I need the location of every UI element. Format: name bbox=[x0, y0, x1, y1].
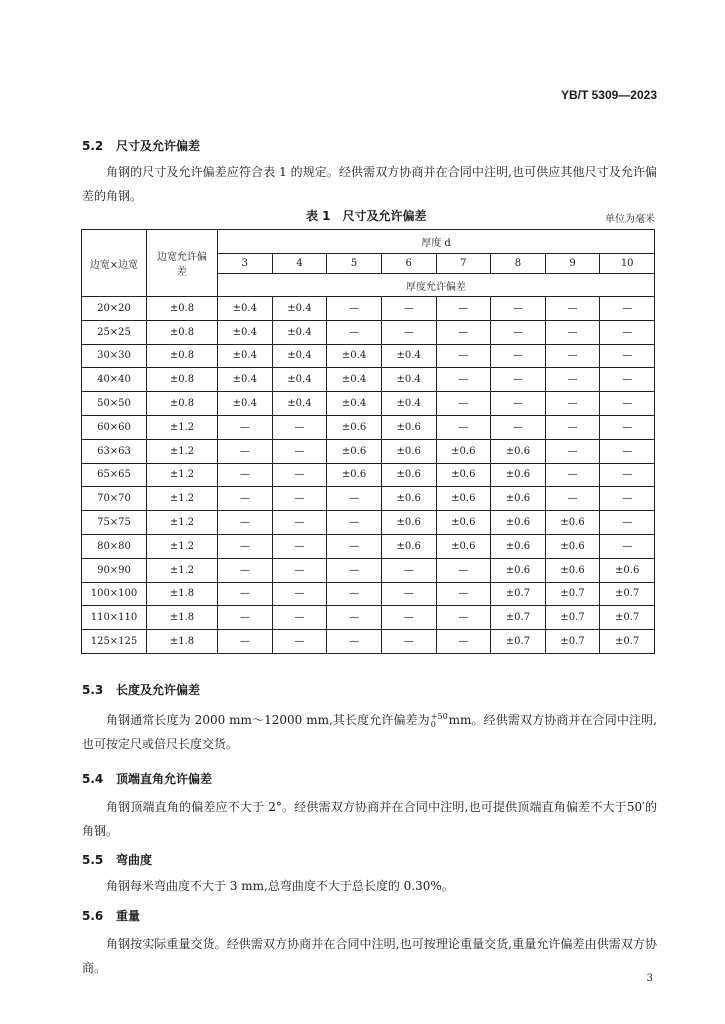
size-cell: 100×100 bbox=[82, 582, 147, 606]
thickness-tolerance-cell: ±0.6 bbox=[327, 415, 382, 439]
thickness-tolerance-cell: — bbox=[327, 320, 382, 344]
thickness-tolerance-cell: — bbox=[381, 320, 436, 344]
thickness-tolerance-cell: ±0.6 bbox=[436, 534, 491, 558]
thickness-tolerance-cell: — bbox=[545, 392, 600, 416]
page-number: 3 bbox=[646, 973, 653, 984]
section-title: 弯曲度 bbox=[116, 853, 153, 867]
size-cell: 25×25 bbox=[82, 320, 147, 344]
thickness-tolerance-cell: — bbox=[600, 439, 655, 463]
thickness-tolerance-cell: — bbox=[545, 487, 600, 511]
thickness-tolerance-cell: — bbox=[436, 582, 491, 606]
thickness-tolerance-cell: — bbox=[272, 463, 327, 487]
section-5-4-heading bbox=[82, 770, 212, 787]
length-tolerance bbox=[431, 713, 448, 729]
thickness-tolerance-cell: — bbox=[436, 558, 491, 582]
section-number: 5.2 bbox=[82, 139, 104, 153]
thickness-tolerance-cell: ±0.6 bbox=[381, 511, 436, 535]
width-tolerance-cell: ±0.8 bbox=[147, 344, 218, 368]
size-cell: 50×50 bbox=[82, 392, 147, 416]
thickness-tolerance-cell: — bbox=[600, 320, 655, 344]
thickness-tolerance-cell: — bbox=[436, 415, 491, 439]
thickness-header-cell: 7 bbox=[436, 254, 491, 274]
thickness-tolerance-cell: — bbox=[545, 320, 600, 344]
thickness-tolerance-cell: ±0.7 bbox=[600, 606, 655, 630]
section-5-3-heading bbox=[82, 681, 200, 698]
header-width-tolerance: 边宽允许偏差 bbox=[147, 230, 218, 297]
width-tolerance-cell: ±1.2 bbox=[147, 534, 218, 558]
thickness-tolerance-cell: — bbox=[218, 534, 273, 558]
section-title: 重量 bbox=[116, 909, 141, 923]
width-tolerance-cell: ±1.2 bbox=[147, 487, 218, 511]
size-cell: 60×60 bbox=[82, 415, 147, 439]
thickness-tolerance-cell: — bbox=[218, 463, 273, 487]
section-5-5-text: 角钢每米弯曲度不大于 3 mm,总弯曲度不大于总长度的 0.30%。 bbox=[106, 879, 454, 893]
width-tolerance-cell: ±0.8 bbox=[147, 297, 218, 321]
thickness-tolerance-cell: — bbox=[491, 415, 546, 439]
thickness-tolerance-cell: ±0.6 bbox=[436, 463, 491, 487]
thickness-tolerance-cell: — bbox=[600, 368, 655, 392]
table-caption: 表 1 尺寸及允许偏差 bbox=[306, 209, 427, 223]
width-tolerance-cell: ±0.8 bbox=[147, 392, 218, 416]
thickness-tolerance-cell: — bbox=[218, 606, 273, 630]
section-number: 5.4 bbox=[82, 772, 104, 786]
thickness-tolerance-cell: ±0.6 bbox=[436, 439, 491, 463]
thickness-tolerance-cell: — bbox=[381, 297, 436, 321]
thickness-tolerance-cell: — bbox=[381, 606, 436, 630]
table-row bbox=[82, 558, 655, 582]
table-row bbox=[82, 320, 655, 344]
table-row bbox=[82, 392, 655, 416]
size-cell: 20×20 bbox=[82, 297, 147, 321]
thickness-tolerance-cell: — bbox=[272, 606, 327, 630]
thickness-tolerance-cell: — bbox=[436, 630, 491, 654]
thickness-tolerance-cell: — bbox=[545, 297, 600, 321]
thickness-tolerance-cell: — bbox=[600, 463, 655, 487]
thickness-tolerance-cell: ±0.7 bbox=[600, 630, 655, 654]
thickness-tolerance-cell: ±0.6 bbox=[491, 487, 546, 511]
thickness-tolerance-cell: ±0.6 bbox=[436, 487, 491, 511]
thickness-tolerance-cell: — bbox=[381, 582, 436, 606]
thickness-tolerance-cell: ±0.7 bbox=[491, 630, 546, 654]
thickness-tolerance-cell: ±0.6 bbox=[491, 534, 546, 558]
thickness-tolerance-cell: — bbox=[272, 415, 327, 439]
thickness-tolerance-cell: — bbox=[436, 344, 491, 368]
header-size: 边宽×边宽 bbox=[82, 230, 147, 297]
section-5-4-text: 角钢顶端直角的偏差应不大于 2°。经供需双方协商并在合同中注明,也可提供顶端直角偏差不大于50′的角钢。 bbox=[82, 800, 657, 838]
thickness-tolerance-cell: — bbox=[272, 630, 327, 654]
thickness-tolerance-cell: ±0.7 bbox=[491, 582, 546, 606]
table-row bbox=[82, 582, 655, 606]
thickness-tolerance-cell: — bbox=[491, 320, 546, 344]
thickness-tolerance-cell: — bbox=[218, 511, 273, 535]
size-cell: 70×70 bbox=[82, 487, 147, 511]
size-cell: 90×90 bbox=[82, 558, 147, 582]
thickness-tolerance-cell: ±0.4 bbox=[327, 344, 382, 368]
header-thickness: 厚度 d bbox=[218, 230, 655, 254]
thickness-tolerance-cell: ±0.6 bbox=[600, 558, 655, 582]
thickness-tolerance-cell: ±0.6 bbox=[491, 463, 546, 487]
section-5-6-heading bbox=[82, 907, 140, 924]
thickness-tolerance-cell: ±0.4 bbox=[272, 344, 327, 368]
thickness-header-cell: 3 bbox=[218, 254, 273, 274]
thickness-tolerance-cell: ±0.6 bbox=[491, 558, 546, 582]
thickness-tolerance-cell: ±0.4 bbox=[327, 392, 382, 416]
thickness-header-cell: 9 bbox=[545, 254, 600, 274]
thickness-tolerance-cell: — bbox=[436, 392, 491, 416]
length-text-b: mm。经供需双方协商并在合同中注明,也可按定尺或倍尺长度交货。 bbox=[82, 713, 657, 751]
thickness-tolerance-cell: ±0.6 bbox=[545, 534, 600, 558]
thickness-tolerance-cell: — bbox=[600, 487, 655, 511]
thickness-tolerance-cell: — bbox=[327, 297, 382, 321]
thickness-tolerance-cell: — bbox=[327, 487, 382, 511]
thickness-tolerance-cell: — bbox=[272, 534, 327, 558]
thickness-header-cell: 4 bbox=[272, 254, 327, 274]
header-thickness-tolerance: 厚度允许偏差 bbox=[218, 274, 655, 297]
thickness-tolerance-cell: ±0.4 bbox=[381, 392, 436, 416]
thickness-tolerance-cell: — bbox=[545, 463, 600, 487]
thickness-tolerance-cell: ±0.6 bbox=[381, 487, 436, 511]
thickness-tolerance-cell: ±0.4 bbox=[218, 320, 273, 344]
table-row bbox=[82, 630, 655, 654]
thickness-tolerance-cell: — bbox=[272, 439, 327, 463]
table-unit: 单位为毫米 bbox=[605, 214, 655, 225]
section-title: 尺寸及允许偏差 bbox=[116, 139, 201, 153]
size-cell: 30×30 bbox=[82, 344, 147, 368]
thickness-tolerance-cell: ±0.4 bbox=[272, 368, 327, 392]
section-number: 5.3 bbox=[82, 683, 104, 697]
thickness-tolerance-cell: — bbox=[491, 392, 546, 416]
thickness-tolerance-cell: — bbox=[218, 558, 273, 582]
thickness-tolerance-cell: ±0.6 bbox=[381, 534, 436, 558]
thickness-tolerance-cell: — bbox=[327, 606, 382, 630]
thickness-tolerance-cell: — bbox=[218, 439, 273, 463]
thickness-tolerance-cell: ±0.4 bbox=[218, 368, 273, 392]
thickness-tolerance-cell: — bbox=[436, 606, 491, 630]
table-row bbox=[82, 463, 655, 487]
size-cell: 63×63 bbox=[82, 439, 147, 463]
size-cell: 110×110 bbox=[82, 606, 147, 630]
section-5-2-heading bbox=[82, 137, 200, 154]
thickness-header-cell: 6 bbox=[381, 254, 436, 274]
thickness-tolerance-cell: — bbox=[327, 558, 382, 582]
tolerance-lower: 0 bbox=[430, 719, 436, 729]
thickness-tolerance-cell: ±0.7 bbox=[545, 630, 600, 654]
size-cell: 75×75 bbox=[82, 511, 147, 535]
thickness-tolerance-cell: — bbox=[600, 297, 655, 321]
section-5-5-heading bbox=[82, 851, 152, 868]
table-row bbox=[82, 534, 655, 558]
thickness-tolerance-cell: ±0.6 bbox=[327, 439, 382, 463]
thickness-tolerance-cell: ±0.4 bbox=[218, 344, 273, 368]
section-number: 5.5 bbox=[82, 853, 104, 867]
section-5-2-text: 角钢的尺寸及允许偏差应符合表 1 的规定。经供需双方协商并在合同中注明,也可供应其他尺寸及允许偏差的角钢。 bbox=[82, 165, 657, 203]
thickness-tolerance-cell: ±0.6 bbox=[491, 439, 546, 463]
thickness-header-cell: 5 bbox=[327, 254, 382, 274]
thickness-tolerance-cell: ±0.6 bbox=[381, 463, 436, 487]
thickness-tolerance-cell: ±0.4 bbox=[218, 297, 273, 321]
thickness-tolerance-cell: — bbox=[272, 558, 327, 582]
thickness-tolerance-cell: — bbox=[381, 558, 436, 582]
thickness-tolerance-cell: — bbox=[436, 320, 491, 344]
thickness-tolerance-cell: — bbox=[218, 630, 273, 654]
size-cell: 125×125 bbox=[82, 630, 147, 654]
thickness-tolerance-cell: — bbox=[491, 344, 546, 368]
thickness-tolerance-cell: — bbox=[272, 487, 327, 511]
thickness-tolerance-cell: — bbox=[218, 415, 273, 439]
thickness-tolerance-cell: — bbox=[545, 368, 600, 392]
thickness-tolerance-cell: — bbox=[491, 368, 546, 392]
width-tolerance-cell: ±1.2 bbox=[147, 463, 218, 487]
section-title: 长度及允许偏差 bbox=[116, 683, 201, 697]
thickness-tolerance-cell: — bbox=[436, 368, 491, 392]
thickness-tolerance-cell: ±0.6 bbox=[545, 511, 600, 535]
thickness-tolerance-cell: — bbox=[327, 582, 382, 606]
table-row bbox=[82, 297, 655, 321]
width-tolerance-cell: ±1.8 bbox=[147, 582, 218, 606]
thickness-tolerance-cell: — bbox=[600, 534, 655, 558]
length-text-a: 角钢通常长度为 2000 mm～12000 mm,其长度允许偏差为 bbox=[106, 713, 430, 727]
thickness-tolerance-cell: — bbox=[272, 511, 327, 535]
thickness-tolerance-cell: ±0.6 bbox=[327, 463, 382, 487]
thickness-tolerance-cell: — bbox=[327, 511, 382, 535]
thickness-tolerance-cell: — bbox=[600, 511, 655, 535]
size-cell: 80×80 bbox=[82, 534, 147, 558]
thickness-tolerance-cell: — bbox=[327, 630, 382, 654]
thickness-tolerance-cell: — bbox=[545, 415, 600, 439]
thickness-tolerance-cell: — bbox=[600, 392, 655, 416]
thickness-tolerance-cell: ±0.7 bbox=[545, 606, 600, 630]
standard-code: YB/T 5309—2023 bbox=[560, 88, 657, 102]
thickness-tolerance-cell: ±0.6 bbox=[381, 439, 436, 463]
table-row bbox=[82, 439, 655, 463]
thickness-tolerance-cell: ±0.4 bbox=[272, 297, 327, 321]
thickness-tolerance-cell: ±0.4 bbox=[272, 392, 327, 416]
width-tolerance-cell: ±0.8 bbox=[147, 320, 218, 344]
width-tolerance-cell: ±1.8 bbox=[147, 630, 218, 654]
table-row bbox=[82, 487, 655, 511]
size-cell: 40×40 bbox=[82, 368, 147, 392]
table-row bbox=[82, 415, 655, 439]
section-number: 5.6 bbox=[82, 909, 104, 923]
dimension-tolerance-table bbox=[81, 229, 655, 654]
thickness-tolerance-cell: ±0.4 bbox=[381, 344, 436, 368]
section-title: 顶端直角允许偏差 bbox=[116, 772, 213, 786]
thickness-tolerance-cell: ±0.4 bbox=[272, 320, 327, 344]
width-tolerance-cell: ±1.2 bbox=[147, 439, 218, 463]
thickness-tolerance-cell: ±0.6 bbox=[436, 511, 491, 535]
thickness-header-cell: 10 bbox=[600, 254, 655, 274]
table-row bbox=[82, 344, 655, 368]
section-5-3-text bbox=[82, 708, 657, 756]
section-5-6-text: 角钢按实际重量交货。经供需双方协商并在合同中注明,也可按理论重量交货,重量允许偏差由供需双方协商。 bbox=[82, 937, 657, 975]
thickness-header-cell: 8 bbox=[491, 254, 546, 274]
thickness-tolerance-cell: ±0.7 bbox=[600, 582, 655, 606]
thickness-tolerance-cell: — bbox=[218, 582, 273, 606]
thickness-tolerance-cell: — bbox=[327, 534, 382, 558]
thickness-tolerance-cell: ±0.6 bbox=[545, 558, 600, 582]
thickness-tolerance-cell: — bbox=[381, 630, 436, 654]
thickness-tolerance-cell: ±0.4 bbox=[327, 368, 382, 392]
table-row bbox=[82, 606, 655, 630]
width-tolerance-cell: ±1.2 bbox=[147, 558, 218, 582]
width-tolerance-cell: ±1.2 bbox=[147, 415, 218, 439]
thickness-tolerance-cell: — bbox=[436, 297, 491, 321]
thickness-tolerance-cell: — bbox=[272, 582, 327, 606]
width-tolerance-cell: ±1.2 bbox=[147, 511, 218, 535]
thickness-tolerance-cell: — bbox=[545, 439, 600, 463]
thickness-tolerance-cell: — bbox=[600, 415, 655, 439]
thickness-tolerance-cell: ±0.4 bbox=[218, 392, 273, 416]
thickness-tolerance-cell: ±0.7 bbox=[491, 606, 546, 630]
table-row bbox=[82, 368, 655, 392]
thickness-tolerance-cell: ±0.7 bbox=[545, 582, 600, 606]
thickness-tolerance-cell: ±0.6 bbox=[491, 511, 546, 535]
thickness-tolerance-cell: ±0.6 bbox=[381, 415, 436, 439]
table-row bbox=[82, 511, 655, 535]
width-tolerance-cell: ±0.8 bbox=[147, 368, 218, 392]
thickness-tolerance-cell: — bbox=[600, 344, 655, 368]
size-cell: 65×65 bbox=[82, 463, 147, 487]
thickness-tolerance-cell: — bbox=[491, 297, 546, 321]
thickness-tolerance-cell: — bbox=[545, 344, 600, 368]
tolerance-upper: +50 bbox=[430, 711, 448, 721]
width-tolerance-cell: ±1.8 bbox=[147, 606, 218, 630]
thickness-tolerance-cell: ±0.4 bbox=[381, 368, 436, 392]
thickness-tolerance-cell: — bbox=[218, 487, 273, 511]
